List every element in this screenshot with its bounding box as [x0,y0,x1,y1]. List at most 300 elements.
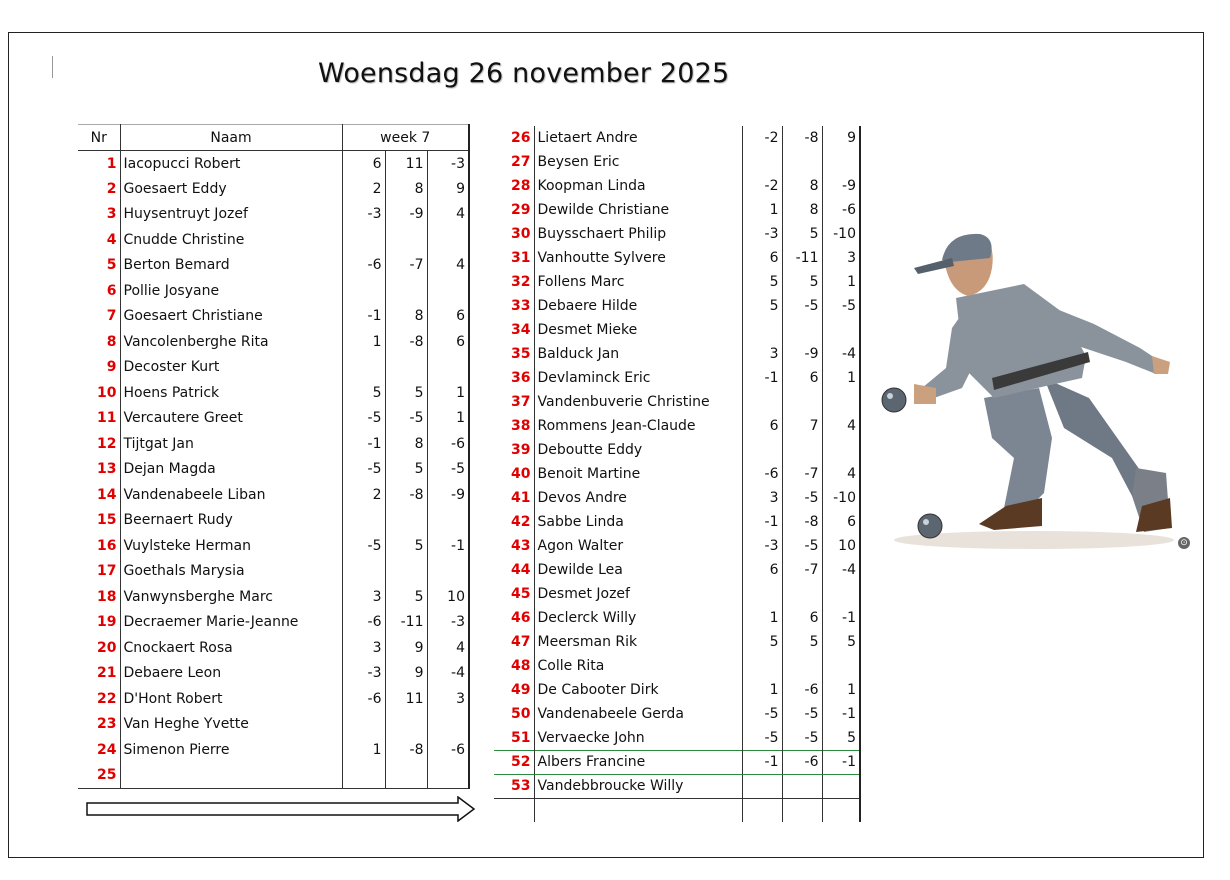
score-3[interactable] [427,355,469,381]
row-number[interactable]: 20 [78,635,120,661]
player-name[interactable]: Devlaminck Eric [534,366,742,390]
row-number[interactable]: 19 [78,610,120,636]
score-2[interactable]: -5 [782,294,822,318]
player-name[interactable]: Dewilde Christiane [534,198,742,222]
score-1[interactable] [342,559,385,585]
player-name[interactable]: Devos Andre [534,486,742,510]
table-row [494,222,860,246]
player-name[interactable]: Cnudde Christine [120,227,342,253]
score-1[interactable]: -1 [742,366,782,390]
player-name[interactable]: Sabbe Linda [534,510,742,534]
score-1[interactable]: 6 [742,414,782,438]
score-3[interactable]: 3 [427,686,469,712]
score-3[interactable]: 4 [822,462,860,486]
table-row [78,406,469,432]
score-2[interactable]: 5 [385,584,427,610]
row-number[interactable]: 43 [494,534,534,558]
row-number[interactable]: 1 [78,151,120,177]
score-1[interactable]: -3 [342,661,385,687]
row-number[interactable]: 46 [494,606,534,630]
score-2[interactable]: -11 [385,610,427,636]
row-number[interactable]: 50 [494,702,534,726]
player-name[interactable]: Agon Walter [534,534,742,558]
row-number[interactable]: 16 [78,533,120,559]
row-number[interactable]: 5 [78,253,120,279]
score-1[interactable] [342,763,385,789]
score-2[interactable]: -8 [782,510,822,534]
row-number[interactable]: 48 [494,654,534,678]
row-number[interactable]: 21 [78,661,120,687]
score-3[interactable]: 1 [427,380,469,406]
table-row [494,510,860,534]
score-1[interactable] [742,582,782,606]
score-3[interactable]: -9 [822,174,860,198]
row-number[interactable]: 53 [494,774,534,798]
score-3[interactable]: 4 [822,414,860,438]
table-row [494,582,860,606]
score-1[interactable] [742,150,782,174]
table-row [78,227,469,253]
player-name[interactable]: Meersman Rik [534,630,742,654]
score-3[interactable]: 6 [427,304,469,330]
row-number[interactable]: 41 [494,486,534,510]
score-2[interactable]: -5 [782,726,822,750]
player-name[interactable]: Lietaert Andre [534,126,742,150]
row-number[interactable]: 37 [494,390,534,414]
score-1[interactable]: 1 [742,198,782,222]
row-number[interactable]: 52 [494,750,534,774]
score-1[interactable]: -5 [742,726,782,750]
score-3[interactable] [822,654,860,678]
score-2[interactable] [782,318,822,342]
score-3[interactable]: -6 [427,737,469,763]
player-name[interactable]: Follens Marc [534,270,742,294]
score-1[interactable]: -1 [742,510,782,534]
row-number[interactable]: 7 [78,304,120,330]
score-2[interactable]: 8 [782,198,822,222]
row-number[interactable]: 42 [494,510,534,534]
row-number[interactable]: 22 [78,686,120,712]
score-3[interactable]: 5 [822,630,860,654]
score-1[interactable] [342,355,385,381]
table-row [494,750,860,774]
player-name[interactable]: Debaere Leon [120,661,342,687]
score-1[interactable]: 5 [342,380,385,406]
score-3[interactable]: -1 [822,606,860,630]
score-3[interactable]: 6 [822,510,860,534]
player-name[interactable]: Dejan Magda [120,457,342,483]
table-row [78,253,469,279]
score-3[interactable]: 9 [427,176,469,202]
row-number[interactable]: 27 [494,150,534,174]
score-3[interactable] [427,278,469,304]
table-row [78,202,469,228]
score-2[interactable]: -7 [782,558,822,582]
score-1[interactable]: 3 [742,486,782,510]
score-3[interactable]: -4 [427,661,469,687]
score-1[interactable]: -5 [342,457,385,483]
row-number[interactable]: 10 [78,380,120,406]
row-number[interactable]: 11 [78,406,120,432]
player-name[interactable]: Desmet Jozef [534,582,742,606]
player-name[interactable]: Decraemer Marie-Jeanne [120,610,342,636]
score-1[interactable]: -6 [342,686,385,712]
score-2[interactable]: 8 [385,431,427,457]
player-name[interactable]: Goesaert Christiane [120,304,342,330]
score-3[interactable]: 1 [427,406,469,432]
scores-table-left [78,124,470,789]
score-3[interactable]: -10 [822,222,860,246]
score-3[interactable]: -5 [822,294,860,318]
score-3[interactable]: -3 [427,610,469,636]
score-2[interactable]: 7 [782,414,822,438]
row-number[interactable]: 32 [494,270,534,294]
table-row [78,712,469,738]
score-1[interactable]: 2 [342,482,385,508]
row-number[interactable]: 31 [494,246,534,270]
score-1[interactable] [742,390,782,414]
player-name[interactable]: Buysschaert Philip [534,222,742,246]
score-3[interactable] [822,582,860,606]
score-3[interactable]: -5 [427,457,469,483]
row-number[interactable]: 34 [494,318,534,342]
petanque-player-illustration [874,228,1174,558]
score-1[interactable]: 6 [742,246,782,270]
row-number[interactable]: 45 [494,582,534,606]
score-1[interactable] [742,438,782,462]
row-number[interactable]: 18 [78,584,120,610]
row-number[interactable]: 30 [494,222,534,246]
table-row [494,702,860,726]
score-1[interactable] [342,278,385,304]
player-name[interactable]: Debaere Hilde [534,294,742,318]
row-number[interactable]: 2 [78,176,120,202]
score-2[interactable] [385,227,427,253]
player-name[interactable]: Benoit Martine [534,462,742,486]
score-3[interactable]: -1 [822,750,860,774]
score-1[interactable]: -5 [342,533,385,559]
score-3[interactable] [822,318,860,342]
player-name[interactable]: Huysentruyt Jozef [120,202,342,228]
score-1[interactable]: 2 [342,176,385,202]
player-name[interactable]: Vandebbroucke Willy [534,774,742,798]
row-number[interactable]: 25 [78,763,120,789]
layout-options-icon[interactable]: ⊙ [1178,537,1190,549]
player-name[interactable]: Goethals Marysia [120,559,342,585]
score-3[interactable]: 1 [822,678,860,702]
score-3[interactable]: 4 [427,202,469,228]
score-1[interactable]: 6 [342,151,385,177]
row-number[interactable]: 3 [78,202,120,228]
score-1[interactable] [342,227,385,253]
score-3[interactable]: 9 [822,126,860,150]
row-number[interactable]: 36 [494,366,534,390]
player-name[interactable]: Vercautere Greet [120,406,342,432]
row-number[interactable]: 8 [78,329,120,355]
row-number[interactable]: 51 [494,726,534,750]
score-2[interactable]: -8 [385,329,427,355]
score-1[interactable]: 3 [342,584,385,610]
player-name[interactable]: Tijtgat Jan [120,431,342,457]
score-1[interactable]: 3 [342,635,385,661]
row-number[interactable]: 28 [494,174,534,198]
score-3[interactable]: 1 [822,270,860,294]
score-2[interactable]: 6 [782,606,822,630]
player-name[interactable]: Decoster Kurt [120,355,342,381]
score-2[interactable]: -8 [385,482,427,508]
score-1[interactable]: -2 [742,126,782,150]
table-row [78,559,469,585]
score-1[interactable]: 1 [342,329,385,355]
score-3[interactable]: 4 [427,253,469,279]
score-2[interactable]: 5 [782,630,822,654]
score-3[interactable]: 10 [427,584,469,610]
row-number[interactable]: 44 [494,558,534,582]
score-3[interactable]: 4 [427,635,469,661]
score-2[interactable] [782,654,822,678]
score-1[interactable]: 5 [742,630,782,654]
player-name[interactable]: Albers Francine [534,750,742,774]
player-name[interactable]: Goesaert Eddy [120,176,342,202]
score-2[interactable]: -7 [782,462,822,486]
score-1[interactable] [342,712,385,738]
player-name[interactable]: Koopman Linda [534,174,742,198]
score-1[interactable]: -3 [742,222,782,246]
row-number[interactable]: 6 [78,278,120,304]
score-2[interactable] [385,508,427,534]
score-1[interactable]: 1 [742,678,782,702]
score-1[interactable]: -2 [742,174,782,198]
score-3[interactable]: 5 [822,726,860,750]
player-name[interactable]: Simenon Pierre [120,737,342,763]
score-3[interactable]: -3 [427,151,469,177]
table-row [494,486,860,510]
row-number[interactable]: 15 [78,508,120,534]
row-number[interactable]: 24 [78,737,120,763]
score-2[interactable]: -8 [385,737,427,763]
score-2[interactable]: 5 [385,533,427,559]
player-name[interactable]: Vervaecke John [534,726,742,750]
score-2[interactable]: 11 [385,151,427,177]
score-1[interactable]: 1 [342,737,385,763]
score-3[interactable]: 6 [427,329,469,355]
score-1[interactable]: -1 [342,304,385,330]
empty-cell[interactable] [534,798,742,822]
table-row [494,774,860,798]
score-3[interactable] [427,712,469,738]
player-name[interactable]: Cnockaert Rosa [120,635,342,661]
row-number[interactable]: 13 [78,457,120,483]
score-2[interactable]: 9 [385,661,427,687]
score-2[interactable]: 5 [385,380,427,406]
score-2[interactable]: -11 [782,246,822,270]
score-1[interactable]: 5 [742,270,782,294]
row-number[interactable]: 38 [494,414,534,438]
table-row [494,558,860,582]
table-row [494,198,860,222]
table-row [494,270,860,294]
row-number[interactable]: 47 [494,630,534,654]
score-3[interactable]: -4 [822,558,860,582]
score-2[interactable]: -5 [782,534,822,558]
score-2[interactable]: 11 [385,686,427,712]
score-2[interactable]: 9 [385,635,427,661]
score-3[interactable]: -6 [822,198,860,222]
player-name[interactable]: Iacopucci Robert [120,151,342,177]
row-number[interactable]: 14 [78,482,120,508]
score-3[interactable] [427,508,469,534]
score-2[interactable]: -9 [782,342,822,366]
score-1[interactable] [742,654,782,678]
score-2[interactable]: -6 [782,678,822,702]
row-number[interactable]: 9 [78,355,120,381]
player-name[interactable]: Vuylsteke Herman [120,533,342,559]
table-row [78,661,469,687]
score-2[interactable] [782,582,822,606]
score-2[interactable]: 5 [782,222,822,246]
score-2[interactable] [385,278,427,304]
table-row [494,174,860,198]
player-name[interactable]: Vanwynsberghe Marc [120,584,342,610]
player-name[interactable]: Beernaert Rudy [120,508,342,534]
score-3[interactable]: -9 [427,482,469,508]
score-3[interactable]: -10 [822,486,860,510]
score-3[interactable] [822,438,860,462]
score-2[interactable]: -7 [385,253,427,279]
score-2[interactable] [782,390,822,414]
empty-cell[interactable] [782,798,822,822]
score-1[interactable]: -3 [342,202,385,228]
player-name[interactable]: Vandenabeele Gerda [534,702,742,726]
score-1[interactable]: 5 [742,294,782,318]
score-3[interactable]: 1 [822,366,860,390]
score-2[interactable]: 8 [385,176,427,202]
score-1[interactable]: -5 [342,406,385,432]
row-number[interactable]: 35 [494,342,534,366]
player-name[interactable]: Declerck Willy [534,606,742,630]
score-2[interactable]: -8 [782,126,822,150]
row-number[interactable]: 17 [78,559,120,585]
player-name[interactable]: Beysen Eric [534,150,742,174]
table-row [78,635,469,661]
player-name[interactable]: Colle Rita [534,654,742,678]
score-2[interactable] [782,150,822,174]
row-number[interactable]: 12 [78,431,120,457]
score-2[interactable]: -5 [782,486,822,510]
score-1[interactable] [742,774,782,798]
score-1[interactable]: -5 [742,702,782,726]
player-name[interactable]: Dewilde Lea [534,558,742,582]
player-name[interactable]: Hoens Patrick [120,380,342,406]
player-name[interactable]: Vandenbuverie Christine [534,390,742,414]
score-3[interactable] [822,390,860,414]
score-3[interactable]: -6 [427,431,469,457]
score-1[interactable]: 3 [742,342,782,366]
player-name[interactable]: Vandenabeele Liban [120,482,342,508]
score-2[interactable]: -5 [385,406,427,432]
player-name[interactable]: D'Hont Robert [120,686,342,712]
row-number[interactable]: 49 [494,678,534,702]
player-name[interactable]: Vancolenberghe Rita [120,329,342,355]
score-1[interactable]: -3 [742,534,782,558]
table-row [78,329,469,355]
score-2[interactable] [385,559,427,585]
score-3[interactable]: -1 [427,533,469,559]
score-1[interactable]: -6 [742,462,782,486]
score-1[interactable]: -6 [342,610,385,636]
score-3[interactable]: -4 [822,342,860,366]
score-3[interactable] [427,227,469,253]
score-1[interactable]: -6 [342,253,385,279]
table-row [494,414,860,438]
score-3[interactable]: 10 [822,534,860,558]
score-1[interactable]: -1 [342,431,385,457]
score-2[interactable]: 5 [782,270,822,294]
score-2[interactable] [782,774,822,798]
row-number[interactable]: 39 [494,438,534,462]
score-2[interactable]: -6 [782,750,822,774]
empty-cell[interactable] [742,798,782,822]
player-name[interactable]: Vanhoutte Sylvere [534,246,742,270]
score-1[interactable]: 1 [742,606,782,630]
score-2[interactable]: 8 [782,174,822,198]
row-number[interactable]: 40 [494,462,534,486]
player-name[interactable]: Desmet Mieke [534,318,742,342]
score-3[interactable]: 3 [822,246,860,270]
score-3[interactable] [427,559,469,585]
table-row [494,438,860,462]
score-2[interactable] [782,438,822,462]
score-2[interactable] [385,763,427,789]
row-number[interactable]: 4 [78,227,120,253]
score-3[interactable] [427,763,469,789]
row-number[interactable]: 33 [494,294,534,318]
score-3[interactable]: -1 [822,702,860,726]
score-1[interactable] [342,508,385,534]
player-name[interactable]: Balduck Jan [534,342,742,366]
player-name[interactable] [120,763,342,789]
player-name[interactable]: Berton Bemard [120,253,342,279]
row-number[interactable]: 26 [494,126,534,150]
score-2[interactable]: -5 [782,702,822,726]
score-1[interactable] [742,318,782,342]
score-3[interactable] [822,774,860,798]
player-name[interactable]: Deboutte Eddy [534,438,742,462]
table-row [78,380,469,406]
player-name[interactable]: De Cabooter Dirk [534,678,742,702]
score-1[interactable]: 6 [742,558,782,582]
empty-cell[interactable] [822,798,860,822]
header-nr: Nr [78,125,120,151]
score-2[interactable]: -9 [385,202,427,228]
score-2[interactable]: 8 [385,304,427,330]
score-3[interactable] [822,150,860,174]
row-number[interactable]: 29 [494,198,534,222]
score-2[interactable]: 6 [782,366,822,390]
table-row [78,508,469,534]
score-2[interactable]: 5 [385,457,427,483]
player-name[interactable]: Pollie Josyane [120,278,342,304]
score-1[interactable]: -1 [742,750,782,774]
row-number[interactable]: 23 [78,712,120,738]
empty-cell[interactable] [494,798,534,822]
table-row [78,278,469,304]
score-2[interactable] [385,355,427,381]
player-name[interactable]: Van Heghe Yvette [120,712,342,738]
player-name[interactable]: Rommens Jean-Claude [534,414,742,438]
table-row [494,342,860,366]
score-2[interactable] [385,712,427,738]
